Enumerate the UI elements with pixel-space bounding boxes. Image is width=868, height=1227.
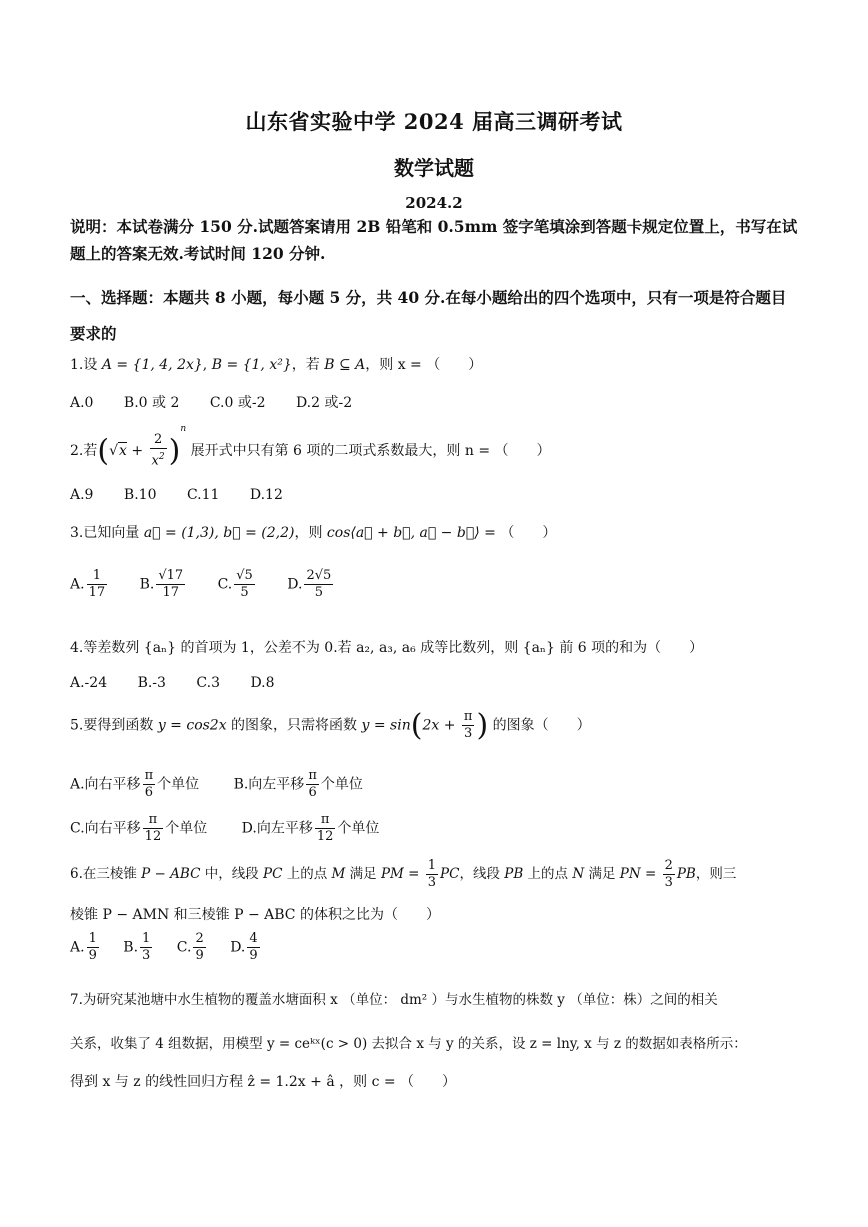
q2-prefix: 2.若 — [70, 443, 98, 459]
exam-subtitle: 数学试题 — [394, 156, 474, 180]
q3-option-d: D. $\frac{2√5}{5}$ — [287, 568, 332, 600]
q3-option-b: B. $\frac{√17}{17}$ — [139, 568, 184, 600]
q5-options-row2 — [70, 812, 405, 845]
q2-binomial: √x + $\frac{2}{x^2}$ — [109, 432, 165, 469]
q3-option-c: C. $\frac{√5}{5}$ — [217, 568, 253, 600]
q1-set-b: B = {1, x²} — [211, 357, 292, 373]
q5-option-d: D.向左平移 $\frac{\pi}{12}$ 个单位 — [241, 812, 380, 844]
q1-option-d: D.2 或-2 — [295, 395, 353, 411]
section-1-heading: 一、选择题：本题共 8 小题，每小题 5 分，共 40 分.在每小题给出的四个选项中，只有一项是符合题目要求的 — [70, 288, 787, 343]
q4-option-a: A.-24 — [70, 675, 108, 691]
q5-option-a: A.向右平移 $\frac{\pi}{6}$ 个单位 — [70, 768, 200, 800]
question-3 — [70, 522, 810, 542]
q3-vectors: a⃗ = (1,3), b⃗ = (2,2) — [143, 525, 295, 541]
q3-prefix: 3.已知向量 — [70, 525, 144, 541]
q4-option-c: C.3 — [196, 675, 220, 691]
q5-option-c: C.向右平移 $\frac{\pi}{12}$ 个单位 — [70, 812, 208, 844]
q1-set-a: A = {1, 4, 2x} — [101, 357, 203, 373]
q2-suffix: 展开式中只有第 6 项的二项式系数最大，则 n = （ ） — [190, 443, 551, 459]
q1-option-a: A.0 — [70, 395, 94, 411]
question-2: 2.若(√x + $\frac{2}{x^2}$ )$^n$ 展开式中只有第 6 项的二项式系数最大，则 n = （ ） — [70, 424, 551, 469]
q6-option-d: D. $\frac{4}{9}$ — [230, 931, 258, 963]
question-5: 5.要得到函数 y = cos2x 的图象，只需将函数 y = sin(2x + $\frac{\pi}{3}$ ) 的图象（ ） — [70, 708, 591, 743]
q1-option-c: C.0 或-2 — [209, 395, 266, 411]
q5-f2: y = sin — [361, 717, 411, 734]
q3-options — [70, 568, 361, 601]
q1-mid: ，若 — [291, 357, 325, 373]
question-1: 1.设 A = {1, 4, 2x}, B = {1, x²}，若 B ⊆ A，则 x = （ ） — [70, 357, 483, 373]
question-7-line-1: 7.为研究某池塘中水生植物的覆盖水塘面积 x （单位： dm² ）与水生植物的株数 y （单位：株）之间的相关 — [70, 992, 718, 1008]
q2-option-d: D.12 — [249, 487, 283, 503]
instructions: 说明：本试卷满分 150 分.试题答案请用 2B 铅笔和 0.5mm 签字笔填涂到答题卡规定位置上，书写在试题上的答案无效.考试时间 120 分钟. — [70, 217, 798, 263]
q1-options — [70, 392, 378, 412]
q5-option-b: B.向左平移 $\frac{\pi}{6}$ 个单位 — [233, 768, 363, 800]
q4-option-d: D.8 — [250, 675, 275, 691]
q5-prefix: 5.要得到函数 — [70, 717, 158, 734]
q6-option-a: A. $\frac{1}{9}$ — [70, 931, 97, 963]
q5-end: 的图象（ ） — [488, 717, 591, 734]
q3-mid: ，则 — [294, 525, 327, 541]
q3-expr: cos⟨a⃗ + b⃗, a⃗ − b⃗⟩ = — [326, 525, 501, 541]
q1-cond: B ⊆ A — [324, 357, 366, 373]
q2-option-c: C.11 — [186, 487, 220, 503]
question-6: 6.在三棱锥 P − ABC 中，线段 PC 上的点 M 满足 PM = $\frac{1}{3}$ PC，线段 PB 上的点 N 满足 PN = $\frac{2}{3}$ PB，则三 — [70, 858, 737, 890]
question-7-line-2: 关系，收集了 4 组数据，用模型 y = ceᵏˣ(c > 0) 去拟合 x 与 y 的关系，设 z = lny, x 与 z 的数据如表格所示： — [70, 1036, 747, 1052]
q3-end: （ ） — [500, 525, 557, 541]
q5-mid: 的图象，只需将函数 — [226, 717, 362, 734]
exam-title: 山东省实验中学 2024 届高三调研考试 — [245, 109, 623, 134]
q6-option-b: B. $\frac{1}{3}$ — [123, 931, 151, 963]
q6-options — [70, 931, 288, 964]
q5-f1: y = cos2x — [157, 717, 227, 734]
q1-option-b: B.0 或 2 — [123, 395, 180, 411]
q2-options — [70, 487, 309, 503]
q3-option-a: A. $\frac{1}{17}$ — [70, 568, 106, 600]
exam-date: 2024.2 — [405, 194, 463, 212]
q4-options — [70, 675, 301, 691]
q2-option-b: B.10 — [123, 487, 157, 503]
question-6-line-2: 棱锥 P − AMN 和三棱锥 P − ABC 的体积之比为（ ） — [70, 907, 440, 923]
question-7-line-3: 得到 x 与 z 的线性回归方程 ẑ = 1.2x + â ，则 c = （ ） — [70, 1074, 457, 1090]
question-4: 4.等差数列 {aₙ} 的首项为 1，公差不为 0.若 a₂, a₃, a₆ 成等比数列，则 {aₙ} 前 6 项的和为（ ） — [70, 640, 704, 656]
q4-option-b: B.-3 — [137, 675, 166, 691]
q6-option-c: C. $\frac{2}{9}$ — [176, 931, 204, 963]
q1-prefix: 1.设 — [70, 357, 102, 373]
q2-option-a: A.9 — [70, 487, 94, 503]
q5-options-row1 — [70, 768, 389, 801]
q1-end: ，则 x = （ ） — [365, 357, 483, 373]
